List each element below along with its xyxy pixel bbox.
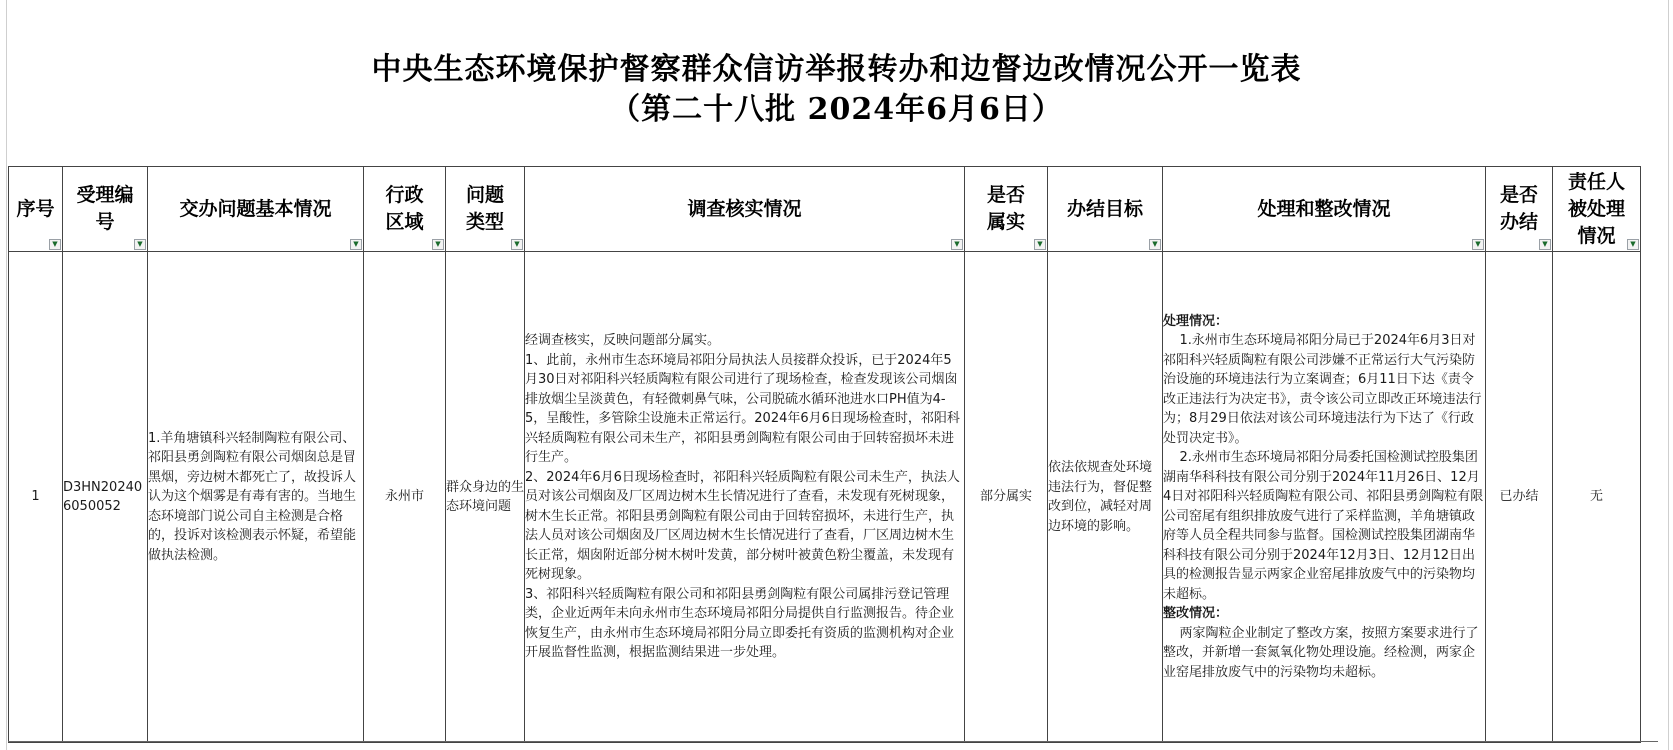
- header-handling-label: 处理和整改情况: [1257, 197, 1391, 220]
- page-subtitle: （第二十八批 2024年6月6日）: [610, 92, 1063, 127]
- cell-goal[interactable]: 依法依规查处环境违法行为，督促整改到位，减轻对周边环境的影响。: [1048, 252, 1163, 743]
- filter-dropdown-icon[interactable]: ▼: [134, 239, 146, 250]
- header-admin-region-label: 行政区域: [385, 184, 424, 233]
- header-acceptance-no: [63, 167, 148, 252]
- cell-seq[interactable]: 1: [9, 252, 63, 743]
- header-row: [9, 167, 1641, 252]
- cell-problem-type[interactable]: 群众身边的生态环境问题: [446, 252, 525, 743]
- page-title: 中央生态环境保护督察群众信访举报转办和边督边改情况公开一览表: [371, 52, 1302, 87]
- disclosure-table: [8, 166, 1641, 743]
- cell-is-closed[interactable]: 已办结: [1486, 252, 1553, 743]
- cell-accountability[interactable]: 无: [1553, 252, 1641, 743]
- filter-dropdown-icon[interactable]: ▼: [350, 239, 362, 250]
- header-investigation-label: 调查核实情况: [687, 197, 802, 220]
- header-problem-basic: [148, 167, 364, 252]
- filter-dropdown-icon[interactable]: ▼: [1149, 239, 1161, 250]
- filter-dropdown-icon[interactable]: ▼: [432, 239, 444, 250]
- filter-dropdown-icon[interactable]: ▼: [49, 239, 61, 250]
- filter-dropdown-icon[interactable]: ▼: [1472, 239, 1484, 250]
- header-investigation: [525, 167, 965, 252]
- filter-dropdown-icon[interactable]: ▼: [1034, 239, 1046, 250]
- header-handling: [1163, 167, 1486, 252]
- header-accountability: [1553, 167, 1641, 252]
- filter-dropdown-icon[interactable]: ▼: [511, 239, 523, 250]
- header-acceptance-no-label: 受理编号: [76, 184, 134, 233]
- cell-is-true[interactable]: 部分属实: [965, 252, 1048, 743]
- header-goal-label: 办结目标: [1066, 197, 1143, 220]
- header-accountability-label: 责任人被处理情况: [1567, 170, 1625, 247]
- filter-dropdown-icon[interactable]: ▼: [1539, 239, 1551, 250]
- header-is-true: [965, 167, 1048, 252]
- header-problem-basic-label: 交办问题基本情况: [179, 197, 332, 220]
- cell-acceptance-no[interactable]: D3HN202406050052: [63, 252, 148, 743]
- header-seq-label: 序号: [16, 197, 55, 220]
- header-goal: [1048, 167, 1163, 252]
- row-divider: [8, 741, 1658, 742]
- header-admin-region: [364, 167, 446, 252]
- cell-investigation[interactable]: 经调查核实，反映问题部分属实。 1、此前，永州市生态环境局祁阳分局执法人员接群众投诉，已于2024年5月30日对祁阳科兴轻质陶粒有限公司进行了现场检查，检查发现该公司烟囱排放烟尘呈淡黄色，有轻微刺鼻气味，公司脱硫水循环池进水口PH值为4-5，呈酸性，多管除尘设施未正常运行。2024年6月6日现场检查时，祁阳科兴轻质陶粒有限公司未生产，祁阳县勇剑陶粒有限公司由于回转窑损坏未进行生产。 2、2024年6月6日现场检查时，祁阳科兴轻质陶粒有限公司未生产，执法人员对该公司烟囱及厂区周边树木生长情况进行了查看，未发现有死树现象，树木生长正常。祁阳县勇剑陶粒有限公司由于回转窑损坏，未进行生产，执法人员对该公司烟囱及厂区周边树木生长情况进行了查看，厂区周边树木生长正常，烟囱附近部分树木树叶发黄，部分树叶被黄色粉尘覆盖，未发现有死树现象。 3、祁阳科兴轻质陶粒有限公司和祁阳县勇剑陶粒有限公司属排污登记管理类，企业近两年未向永州市生态环境局祁阳分局提供自行监测报告。待企业恢复生产，由永州市生态环境局祁阳分局立即委托有资质的监测机构对企业开展监督性监测，根据监测结果进一步处理。: [525, 252, 965, 743]
- rectify-text: 两家陶粒企业制定了整改方案，按照方案要求进行了整改，并新增一套氮氧化物处理设施。经检测，两家企业窑尾排放废气中的污染物均未超标。: [1163, 625, 1479, 680]
- header-seq: [9, 167, 63, 252]
- cell-problem-basic[interactable]: 1.羊角塘镇科兴轻制陶粒有限公司、祁阳县勇剑陶粒有限公司烟囱总是冒黑烟，旁边树木都死亡了，故投诉人认为这个烟雾是有毒有害的。当地生态环境部门说公司自主检测是合格的，投诉对该检测表示怀疑，希望能做执法检测。: [148, 252, 364, 743]
- header-is-true-label: 是否属实: [986, 184, 1025, 233]
- handling-text: 1.永州市生态环境局祁阳分局已于2024年6月3日对祁阳科兴轻质陶粒有限公司涉嫌不正常运行大气污染防治设施的环境违法行为立案调查；6月11日下达《责令改正违法行为决定书》，责令该公司立即改正环境违法行为；8月29日依法对该公司环境违法行为下达了《行政处罚决定书》。 2.永州市生态环境局祁阳分局委托国检测试控股集团湖南华科科技有限公司分别于2024年11月26日、12月4日对祁阳科兴轻质陶粒有限公司、祁阳县勇剑陶粒有限公司窑尾有组织排放废气进行了采样监测，羊角塘镇政府等人员全程共同参与监督。国检测试控股集团湖南华科科技有限公司分别于2024年12月3日、12月12日出具的检测报告显示两家企业窑尾排放废气中的污染物均未超标。: [1163, 333, 1484, 602]
- filter-dropdown-icon[interactable]: ▼: [1627, 239, 1639, 250]
- header-problem-type: [446, 167, 525, 252]
- handling-label: 处理情况：: [1163, 313, 1229, 329]
- table-row: [9, 252, 1641, 743]
- header-problem-type-label: 问题类型: [465, 184, 504, 233]
- header-is-closed: [1486, 167, 1553, 252]
- rectify-label: 整改情况：: [1163, 606, 1229, 622]
- filter-dropdown-icon[interactable]: ▼: [951, 239, 963, 250]
- cell-admin-region[interactable]: 永州市: [364, 252, 446, 743]
- cell-handling[interactable]: [1163, 252, 1486, 743]
- header-is-closed-label: 是否办结: [1499, 184, 1538, 233]
